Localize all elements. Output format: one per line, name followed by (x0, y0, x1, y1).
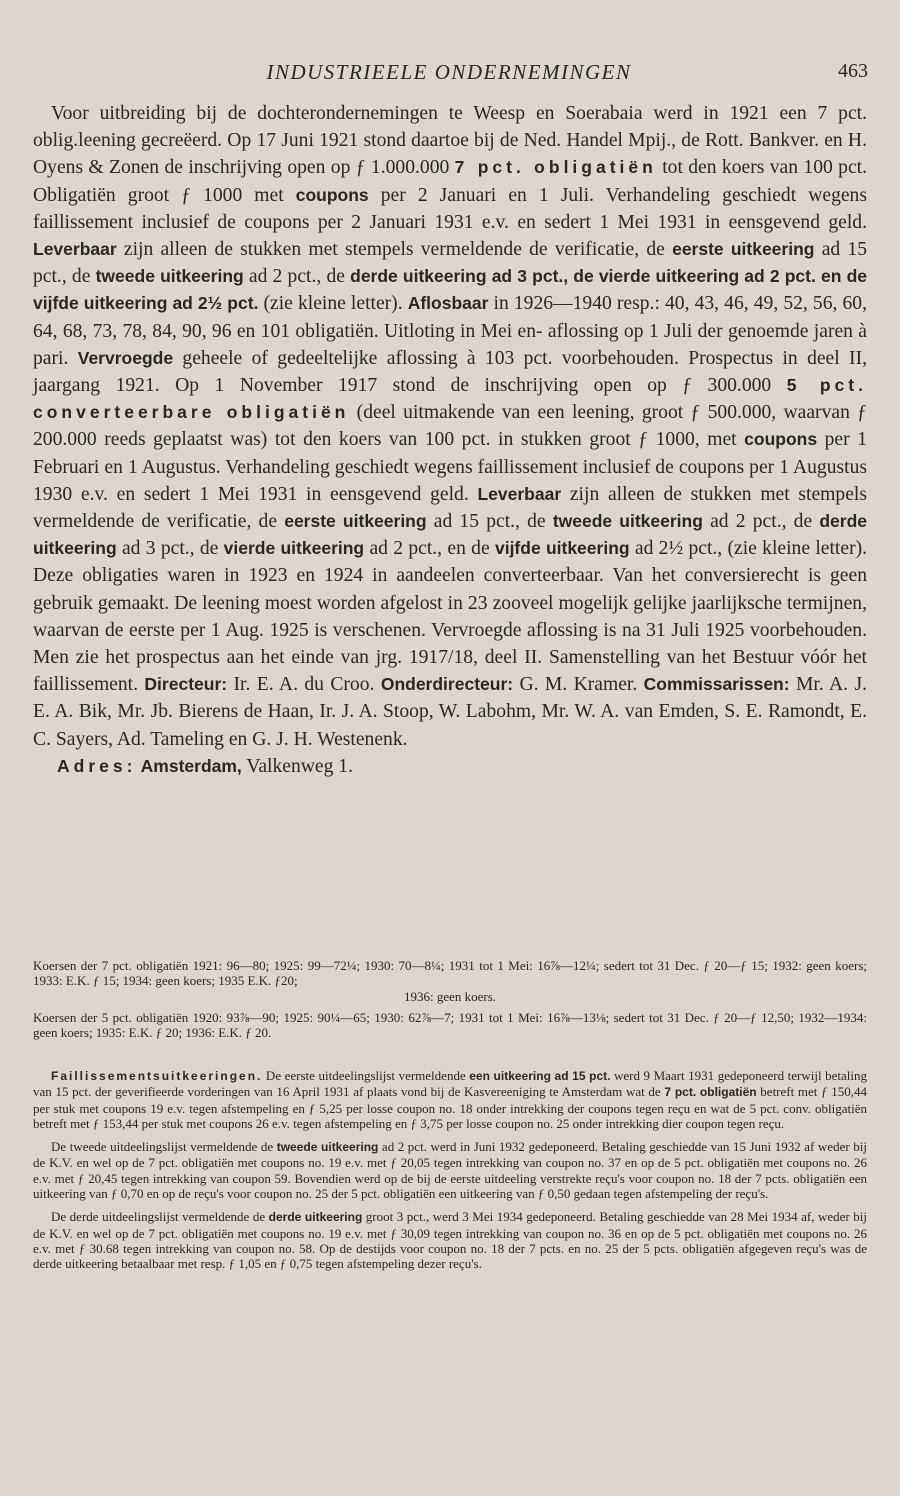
faillissement-paragraph-3 (33, 1209, 867, 1271)
koersen-7pct: Koersen der 7 pct. obligatiën 1921: 96—80; 1925: 99—72¼; 1930: 70—8¼; 1931 tot 1 Mei: 16⅞—12¼; sedert tot 31 Dec. ƒ 20—ƒ 15; 1932: geen koers; 1933: E.K. ƒ 15; 1934: geen koers; 1935 E.K. ƒ20; (33, 958, 867, 989)
text-run: ad 2 pct., de (243, 266, 351, 288)
text-run: ad 3 pct., de (116, 538, 224, 560)
bold-term: derde uitkeering (33, 511, 868, 559)
text-run: De tweede uitdeelingslijst vermeldende de (51, 1139, 277, 1155)
text-run: tot den koers van 100 pct. Obligatiën groot ƒ 1000 met (33, 157, 867, 206)
text-run: ad 2 pct., de (702, 511, 820, 533)
faillissement-paragraph-2 (33, 1139, 867, 1201)
text-run: ad 2½ pct., (zie kleine letter). Deze obligaties waren in 1923 en 1924 in aandeelen converteerbaar. Van het conversierecht is geen gebruik gemaakt. De leening moest worden afgelost in 23 zooveel mogelijk gelijke jaarlijksche termijnen, waarvan de eerste per 1 Aug. 1925 is verschenen. Vervroegde aflossing is na 31 Juli 1925 voorbehouden. Men zie het prospectus aan het einde van jrg. 1917/18, deel II. Samenstelling van het Bestuur vóór het faillissement. (33, 538, 868, 696)
address-line (33, 753, 867, 780)
text-run: G. M. Kramer. (513, 674, 644, 696)
main-paragraph (33, 100, 867, 753)
bold-term: Leverbaar (33, 239, 117, 260)
bold-term: vijfde uitkeering (494, 538, 630, 559)
koersen-7pct-end: 1936: geen koers. (403, 988, 497, 1004)
text-run: ad 15 pct., de (33, 239, 868, 288)
text-run: betreft met ƒ 150,44 per stuk met coupons 19 e.v. tegen afstempeling en ƒ 5,25 per losse coupon no. 18 onder intrekking der coupons tegen reçu en wat de 5 pct. conv. obligatiën betreft met ƒ 153,44 per stuk met coupons 26 e.v. tegen afstempeling en ƒ 3,75 per losse coupon no. 25 onder intrekking dier coupon tegen reçu. (33, 1084, 868, 1131)
bold-term: Leverbaar (477, 483, 562, 504)
emphasis: 7 pct. obligatiën (454, 157, 657, 178)
text-run: groot 3 pct., werd 3 Mei 1934 gedeponeerd. Betaling geschiedde van 28 Mei 1934 af, weder bij de K.V. en wel op de 7 pct. obligatiën met coupons no. 19 e.v. met ƒ 30,09 tegen intrekking van coupon no. 36 en op de 5 pct. obligatiën met coupons no. 26 e.v. met ƒ 30.68 tegen intrekking van coupon no. 58. Op de destijds voor coupon no. 18 der 7 pcts. en no. 25 der 5 pcts. obligatiën afgegeven reçu's was de derde uitkeering betaalbaar met resp. ƒ 1,05 en ƒ 0,75 tegen afstempeling dezer reçu's. (33, 1209, 868, 1272)
running-header (30, 60, 868, 88)
bold-term: eerste uitkeering (284, 511, 427, 532)
bold-term: Onderdirecteur: (380, 674, 514, 695)
main-text (33, 100, 867, 780)
bold-term: derde uitkeering ad 3 pct., de vierde uitkeering ad 2 pct. en de vijfde uitkeering ad 2½ pct. (33, 266, 867, 314)
text-run: Ir. E. A. du Croo. (227, 674, 381, 696)
text-run: (deel uitmakende van een leening, groot ƒ 500.000, waarvan ƒ 200.000 reeds geplaatst was) tot den koers van 100 pct. in stukken groot ƒ 1000, met (33, 402, 867, 451)
bold-term: eerste uitkeering (672, 239, 815, 260)
bold-term: vierde uitkeering (223, 538, 365, 559)
page-number: 463 (838, 60, 868, 82)
koersen-5pct: Koersen der 5 pct. obligatiën 1920: 93⅞—90; 1925: 90¼—65; 1930: 62⅞—7; 1931 tot 1 Mei: 16⅞—13⅛; sedert tot 31 Dec. ƒ 20—ƒ 12,50; 1932—1934: geen koers; 1935: E.K. ƒ 20; 1936: E.K. ƒ 20. (33, 1009, 867, 1041)
text-run: De eerste uitdeelingslijst vermeldende (262, 1068, 470, 1083)
bold-term: tweede uitkeering (552, 511, 703, 532)
bold-term: derde uitkeering (268, 1210, 363, 1225)
text-run: ad 2 pct. werd in Juni 1932 gedeponeerd. Betaling geschiedde van 15 Juni 1932 af weder bij de K.V. en wel op de 7 pct. obligatiën met coupons no. 19 e.v. met ƒ 20,05 tegen intrekking van coupon no. 37 en op de 5 pct. obligatiën met coupons no. 26 e.v. met ƒ 20,45 tegen intrekking van coupon 59. Bovendien werd op de bij de eerste uitdeeling verstrekte reçu's voor coupon no. 18 der 7 pcts. obligatiën een uitkeering van ƒ 0,70 en op de reçu's voor coupon no. 25 der 5 pct. obligatiën een uitkeering van ƒ 0,50 gedaan tegen afstempeling der reçu's. (33, 1139, 867, 1202)
text-run: geheele of gedeeltelijke aflossing à 103 pct. voorbehouden. Prospectus in deel II, jaargang 1921. Op 1 November 1917 stond de inschrijving open op ƒ 300.000 (33, 347, 868, 397)
text-run: ad 2 pct., en de (364, 538, 495, 560)
faillissement-block (33, 1068, 867, 1272)
koersen-block (33, 958, 867, 1040)
text-run: per 1 Februari en 1 Augustus. Verhandeling geschiedt wegens faillissement inclusief de coupons per 1 Augustus 1930 e.v. en sedert 1 Mei 1931 in eensgevend geld. (33, 429, 867, 505)
text-run: Voor uitbreiding bij de dochterondernemingen te Weesp en Soerabaia werd in 1921 een 7 pct. oblig.leening gecreëerd. Op 17 Juni 1921 stond daartoe bij de Ned. Handel Mpij., de Rott. Bankver. en H. Oyens & Zonen de inschrijving open op ƒ 1.000.000 (33, 103, 867, 179)
text-run: (zie kleine letter). (258, 293, 408, 315)
address-street: Valkenweg 1. (241, 755, 353, 777)
running-title: INDUSTRIEELE ONDERNEMINGEN (266, 60, 632, 84)
section-heading: Faillissementsuitkeeringen. (51, 1069, 263, 1083)
text-run: per 2 Januari en 1 Juli. Verhandeling geschiedt wegens faillissement inclusief de coupons per 2 Januari 1931 e.v. en sedert 1 Mei 1931 in eensgevend geld. (33, 184, 867, 233)
text-run: ad 15 pct., de (426, 511, 553, 533)
bold-term: tweede uitkeering (276, 1140, 379, 1155)
text-run: zijn alleen de stukken met stempels vermeldende de verificatie, de (33, 483, 867, 533)
text-run: Mr. A. J. E. A. Bik, Mr. Jb. Bierens de Haan, Ir. J. A. Stoop, W. Labohm, Mr. W. A. van Emden, S. E. Ramondt, E. C. Sayers, Ad. Tameling en G. J. H. Westenenk. (33, 674, 868, 750)
address-label: Adres: (57, 755, 137, 776)
emphasis: 5 pct. converteerbare obligatiën (33, 375, 867, 423)
bold-term: tweede uitkeering (95, 266, 244, 287)
bold-term: coupons (744, 429, 818, 450)
bold-term: coupons (295, 184, 369, 205)
text-run: De derde uitdeelingslijst vermeldende de (51, 1209, 269, 1225)
text-run: werd 9 Maart 1931 gedeponeerd terwijl betaling van 15 pct. der geverifieerde vorderingen van 16 April 1931 af plaats vond bij de Kasvereeniging te Amsterdam wat de (33, 1068, 868, 1100)
text-run: zijn alleen de stukken met stempels vermeldende de verificatie, de (116, 239, 673, 261)
bold-term: Directeur: (144, 674, 228, 695)
bold-term: Aflosbaar (407, 293, 489, 314)
bold-term: een uitkeering ad 15 pct. (469, 1069, 611, 1083)
bold-term: Vervroegde (77, 347, 174, 368)
bold-term: 7 pct. obligatiën (664, 1085, 757, 1100)
address-city: Amsterdam, (136, 755, 242, 776)
bold-term: Commissarissen: (643, 674, 790, 695)
faillissement-paragraph-1 (33, 1068, 867, 1131)
text-run: in 1926—1940 resp.: 40, 43, 46, 49, 52, 56, 60, 64, 68, 73, 78, 84, 90, 96 en 101 obligatiën. Uitloting in Mei en- aflossing op 1 Juli der genoemde jaren à pari. (33, 293, 867, 369)
